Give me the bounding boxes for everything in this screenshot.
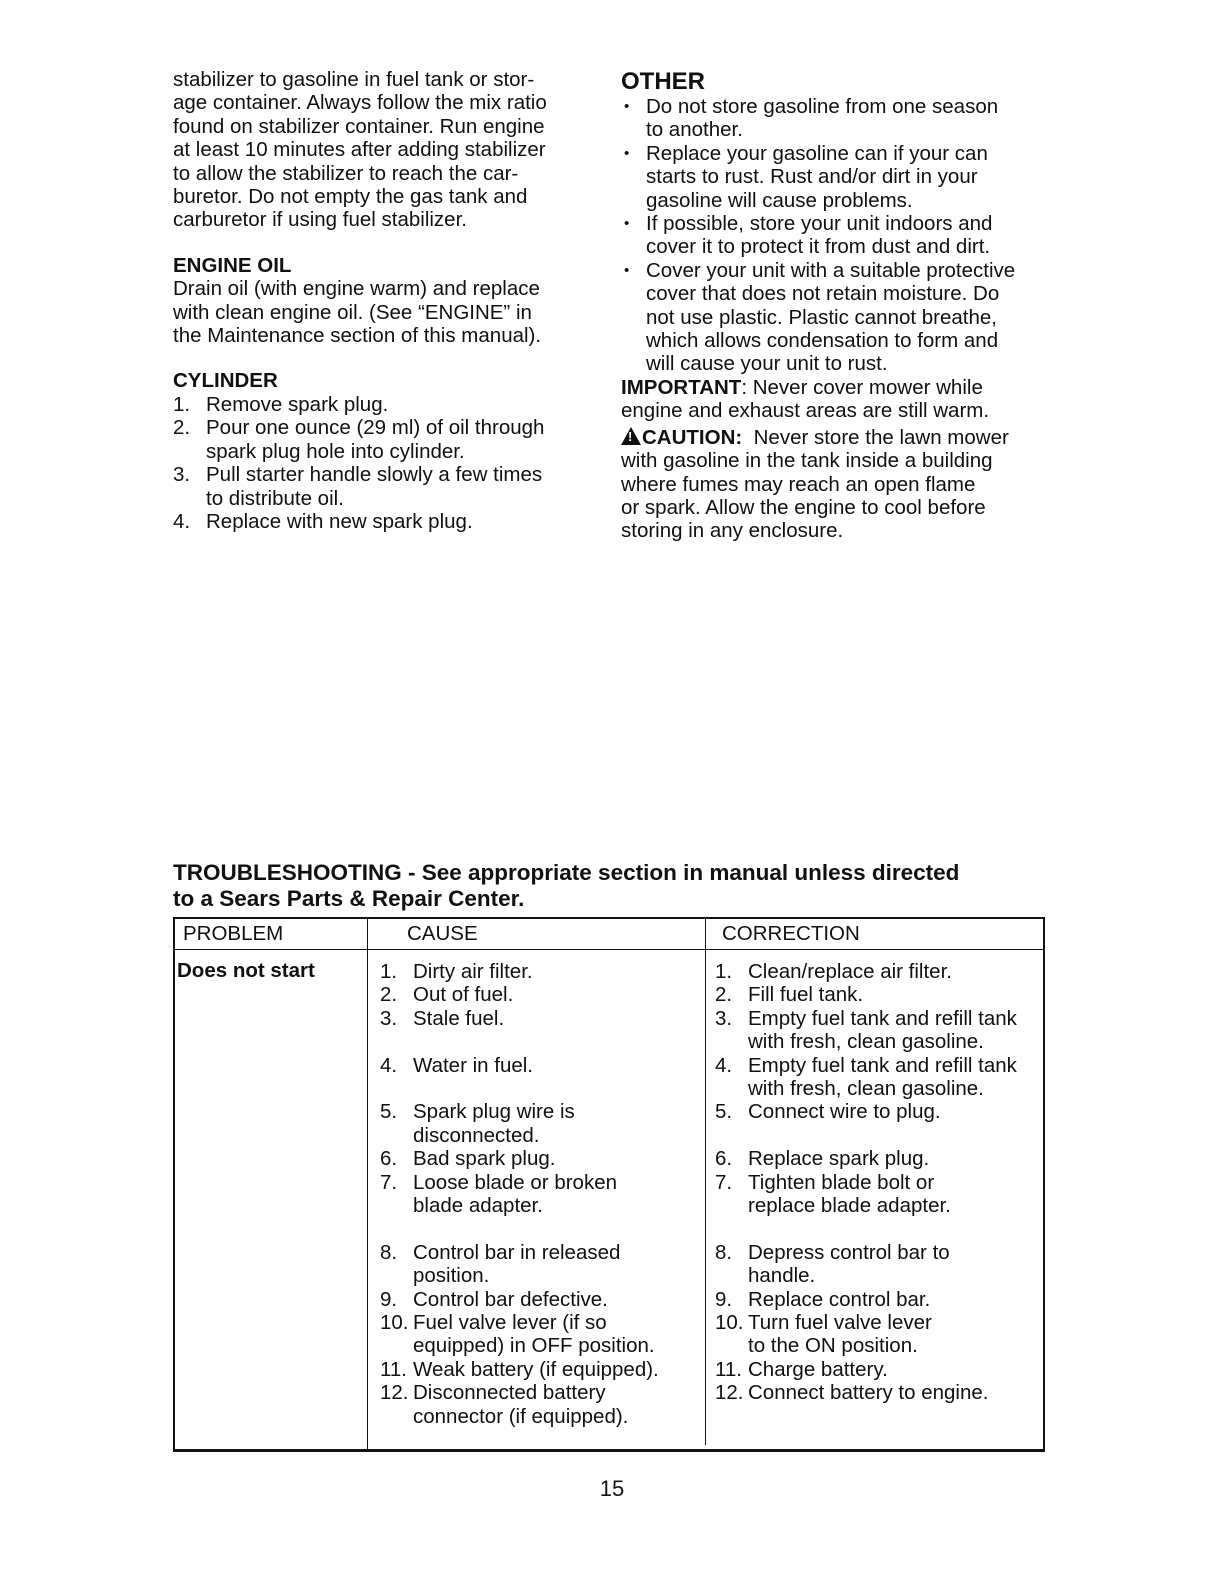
important-label: IMPORTANT xyxy=(621,375,742,399)
fuel-stabilizer-paragraph: stabilizer to gasoline in fuel tank or stor- age container. Always follow the mix ratio found on stabilizer container. Run engine at least 10 minutes after adding stabilizer to allow the stabilizer to reach the car- buretor. Do not empty the gas tank and carburetor if using fuel stabilizer. xyxy=(173,68,547,232)
troubleshooting-title: TROUBLESHOOTING - See appropriate section in manual unless directed to a Sears Parts & Repair Center. xyxy=(173,860,960,911)
cylinder-steps xyxy=(173,393,593,533)
bullet-item: • Replace your gasoline can if your can starts to rust. Rust and/or dirt in your gasoline will cause problems. xyxy=(621,142,1051,212)
correction-item: 3. Empty fuel tank and refill tank with fresh, clean gasoline. xyxy=(715,1006,1017,1054)
right-column xyxy=(621,68,1051,543)
cause-item: 9. Control bar defective. xyxy=(380,1287,608,1311)
correction-item: 4. Empty fuel tank and refill tank with fresh, clean gasoline. xyxy=(715,1053,1017,1101)
cause-item: 4. Water in fuel. xyxy=(380,1053,534,1077)
problem-cell: Does not start xyxy=(177,959,315,982)
correction-item: 9. Replace control bar. xyxy=(715,1287,931,1311)
left-column xyxy=(173,68,593,533)
header-correction: CORRECTION xyxy=(722,922,860,945)
cylinder-step: 4. Replace with new spark plug. xyxy=(173,509,473,533)
caution-note: !CAUTION: Never store the lawn mower with gasoline in the tank inside a building where fumes may reach an open flame or spark. Allow the engine to cool before storing in any enclosure. xyxy=(621,426,1051,543)
correction-list xyxy=(715,960,1050,1405)
cause-item: 6. Bad spark plug. xyxy=(380,1147,556,1171)
correction-item: 6. Replace spark plug. xyxy=(715,1147,930,1171)
warning-triangle-icon xyxy=(621,427,641,445)
cause-item: 5. Spark plug wire is disconnected. xyxy=(380,1100,575,1147)
header-cause: CAUSE xyxy=(407,922,478,945)
cause-item: 10. Fuel valve lever (if so equipped) in OFF position. xyxy=(380,1311,655,1358)
engine-oil-heading: ENGINE OIL xyxy=(173,253,292,277)
correction-item: 5. Connect wire to plug. xyxy=(715,1100,941,1124)
cause-item: 7. Loose blade or broken blade adapter. xyxy=(380,1170,618,1218)
cause-item: 12. Disconnected battery connector (if equipped). xyxy=(380,1381,629,1428)
engine-oil-paragraph: Drain oil (with engine warm) and replace with clean engine oil. (See “ENGINE” in the Maintenance section of this manual). xyxy=(173,277,542,348)
correction-item: 7. Tighten blade bolt or replace blade adapter. xyxy=(715,1170,951,1218)
header-divider xyxy=(175,949,1043,950)
bullet-item: • Cover your unit with a suitable protective cover that does not retain moisture. Do not use plastic. Plastic cannot breathe, which allows condensation to form and will cause your unit to rust. xyxy=(621,259,1051,376)
cause-item: 2. Out of fuel. xyxy=(380,983,514,1007)
cause-list xyxy=(380,960,700,1428)
important-note: IMPORTANT: Never cover mower while engine and exhaust areas are still warm. xyxy=(621,375,990,423)
troubleshooting-table xyxy=(173,917,1045,1452)
other-heading: OTHER xyxy=(621,68,705,95)
header-problem: PROBLEM xyxy=(183,922,284,945)
correction-item: 2. Fill fuel tank. xyxy=(715,983,864,1007)
correction-item: 12. Connect battery to engine. xyxy=(715,1381,989,1405)
bullet-item: • Do not store gasoline from one season to another. xyxy=(621,95,1051,142)
column-divider xyxy=(367,919,368,1449)
cause-item: 11. Weak battery (if equipped). xyxy=(380,1357,659,1381)
cause-item: 3. Stale fuel. xyxy=(380,1006,505,1030)
correction-item: 10. Turn fuel valve lever to the ON position. xyxy=(715,1311,932,1358)
bullet-item: • If possible, store your unit indoors and cover it to protect it from dust and dirt. xyxy=(621,212,1051,259)
caution-label: CAUTION: xyxy=(642,425,743,449)
cause-item: 8. Control bar in released position. xyxy=(380,1240,621,1288)
page-number: 15 xyxy=(599,1476,625,1501)
cylinder-step: 3. Pull starter handle slowly a few times to distribute oil. xyxy=(173,463,543,510)
correction-item: 11. Charge battery. xyxy=(715,1357,888,1381)
correction-item: 8. Depress control bar to handle. xyxy=(715,1240,950,1288)
column-divider xyxy=(705,919,706,1445)
cylinder-heading: CYLINDER xyxy=(173,369,278,393)
cause-item: 1. Dirty air filter. xyxy=(380,960,533,983)
correction-item: 1. Clean/replace air filter. xyxy=(715,960,952,983)
other-bullets xyxy=(621,95,1051,376)
cylinder-step: 2. Pour one ounce (29 ml) of oil through spark plug hole into cylinder. xyxy=(173,416,545,463)
cylinder-step: 1. Remove spark plug. xyxy=(173,392,389,416)
